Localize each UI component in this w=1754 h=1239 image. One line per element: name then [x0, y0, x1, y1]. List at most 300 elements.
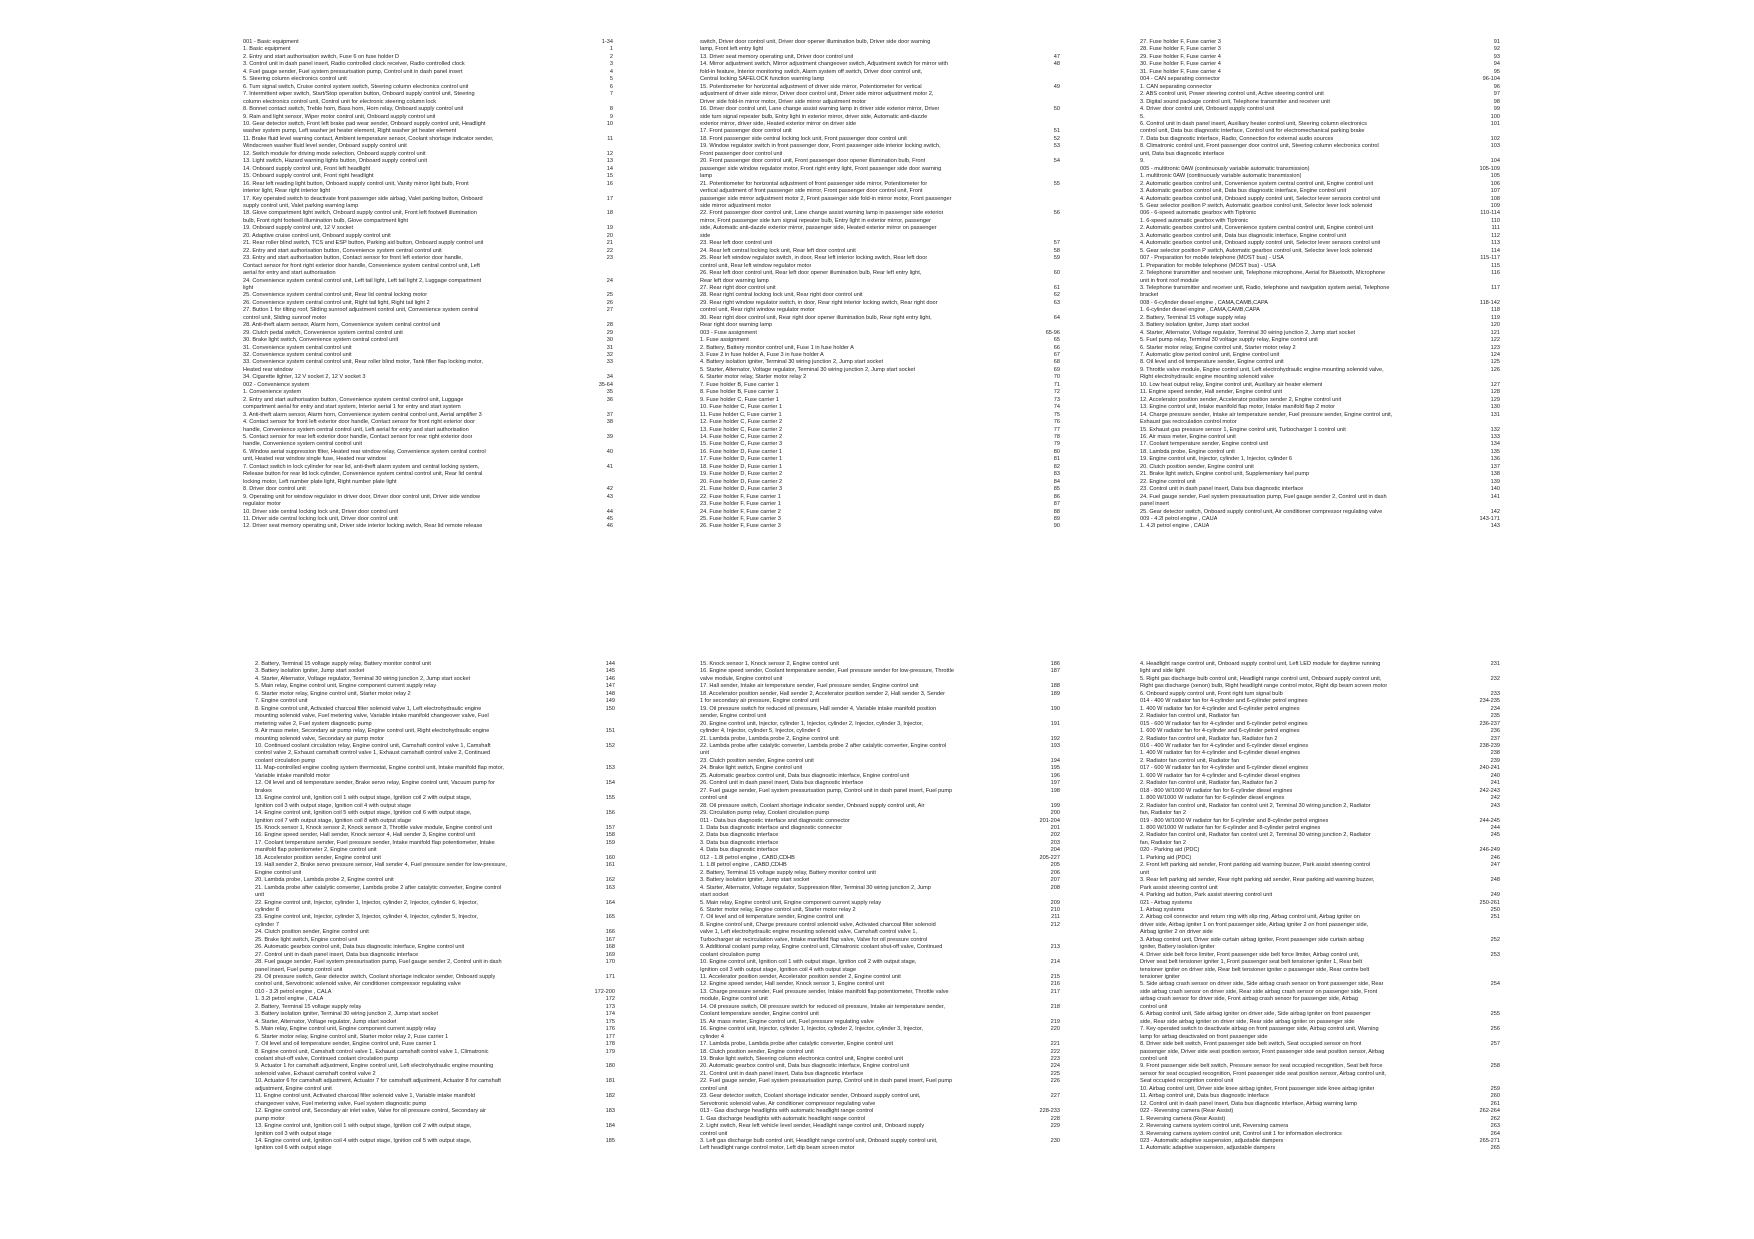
- toc-entry-page: 71: [1053, 381, 1060, 388]
- toc-entry: [1140, 158, 1500, 165]
- toc-entry-title: 25. Gear detector switch, Onboard supply control unit, Air conditioner compressor regulating valve: [1140, 508, 1383, 515]
- toc-entry: [700, 367, 1060, 374]
- toc-entry-title: 4. Contact sensor for front left exterior door handle, Contact sensor for front right exterior door: [243, 419, 475, 426]
- toc-entry-title: 3. Digital sound package control unit, Telephone transmitter and receiver unit: [1140, 98, 1330, 105]
- toc-entry-title: 018 - 800 W/1000 W radiator fan for 6-cylinder diesel engines: [1140, 787, 1293, 794]
- toc-entry-page: 230: [1050, 1138, 1060, 1144]
- toc-entry-title: 11. Fuse holder C, Fuse carrier 1: [700, 411, 782, 418]
- toc-entry-page: 250: [1490, 906, 1500, 913]
- toc-entry-title: control unit, Rear left window regulator motor: [700, 262, 812, 269]
- toc-entry-title: 30. Fuse holder F, Fuse carrier 4: [1140, 61, 1221, 68]
- toc-entry-page: 229: [1050, 1123, 1060, 1130]
- toc-entry-page: 53: [1053, 143, 1060, 150]
- toc-entry-page: 219: [1050, 1018, 1060, 1025]
- toc-entry-page: 32: [606, 352, 613, 359]
- toc-entry: [1140, 847, 1500, 854]
- toc-entry-title: 1. Basic equipment: [243, 46, 291, 53]
- toc-entry: [700, 1101, 1060, 1108]
- toc-entry-page: 40: [606, 448, 613, 455]
- toc-entry-page: 112: [1491, 232, 1500, 239]
- toc-entry: [700, 434, 1060, 441]
- toc-entry: [243, 121, 613, 128]
- toc-entry-title: 4. Fuel gauge sender, Fuel system pressurisation pump, Control unit in dash panel insert: [243, 68, 463, 75]
- toc-entry-page: 94: [1493, 61, 1500, 68]
- toc-entry: [1140, 996, 1500, 1003]
- toc-entry-page: 171: [605, 974, 615, 981]
- toc-entry-title: 001 - Basic equipment: [243, 39, 299, 45]
- toc-entry-page: 65: [1053, 337, 1060, 344]
- toc-entry-page: 240: [1490, 772, 1500, 779]
- toc-entry: [255, 1063, 615, 1070]
- toc-entry-title: 25. Rear left window regulator switch, in door, Rear left interior locking switch, Rear left door: [700, 255, 928, 262]
- toc-entry-title: 20. Fuse holder D, Fuse carrier 2: [700, 478, 783, 485]
- toc-entry-title: 22. Fuse holder F, Fuse carrier 1: [700, 493, 781, 500]
- toc-entry-title: 2. Automatic gearbox control unit, Convenience system central control unit, Engine control unit: [1140, 225, 1374, 232]
- toc-entry: [1140, 698, 1500, 705]
- toc-entry-title: 3. Rear left parking aid sender, Rear right parking aid sender, Rear parking aid warning buzzer,: [1140, 877, 1375, 884]
- toc-entry-page: 17: [606, 195, 613, 202]
- toc-entry: [255, 1049, 615, 1056]
- toc-entry: [1140, 929, 1500, 936]
- toc-entry-title: 19. Hall sender 2, Brake servo pressure sensor, Hall sender 4, Fuel pressure sender for low-pressure,: [255, 862, 507, 869]
- toc-entry-title: 24. Fuel gauge sender, Fuel system pressurisation pump, Fuel gauge sender 2, Control unit in dash: [1140, 493, 1387, 500]
- toc-entry-page: 217: [1050, 988, 1060, 995]
- toc-entry-page: 186: [1050, 661, 1060, 667]
- toc-entry-title: fan, Radiator fan 2: [1140, 839, 1187, 846]
- toc-entry-page: 129: [1490, 396, 1500, 403]
- toc-entry-title: 24. Brake light switch, Engine control unit: [700, 765, 803, 772]
- toc-entry-title: 28. Anti-theft alarm sensor, Alarm horn, Convenience system central control unit: [243, 322, 441, 329]
- toc-entry-title: 4. Headlight range control unit, Onboard supply control unit, Left LED module for daytime running: [1140, 661, 1381, 667]
- toc-entry-page: 118-142: [1479, 299, 1500, 306]
- toc-entry: [1140, 952, 1500, 959]
- toc-entry-page: 22: [606, 247, 613, 254]
- toc-entry: [1140, 750, 1500, 757]
- toc-entry: [1140, 456, 1500, 463]
- toc-entry-page: 193: [1050, 742, 1060, 749]
- toc-entry: [700, 494, 1060, 501]
- toc-entry-title: 13. Engine control unit, Intake manifold flap motor, Intake manifold flap 2 motor: [1140, 404, 1335, 411]
- toc-entry-page: 159: [605, 839, 615, 846]
- toc-entry: [700, 877, 1060, 884]
- toc-entry-page: 118: [1491, 307, 1500, 314]
- toc-entry-title: 28. Rear right central locking lock unit, Rear right door control unit: [700, 292, 863, 299]
- toc-entry-page: 33: [606, 359, 613, 366]
- toc-entry-title: coolant shut-off valve, Continued coolant circulation pump: [255, 1056, 399, 1063]
- toc-entry-page: 246: [1490, 854, 1500, 861]
- toc-entry-page: 23: [606, 255, 613, 262]
- toc-entry: [700, 456, 1060, 463]
- toc-entry: [1140, 322, 1500, 329]
- toc-entry-page: 97: [1493, 91, 1500, 98]
- toc-entry-title: 3. Battery isolation igniter, Jump start socket: [700, 877, 810, 884]
- toc-entry: [1140, 728, 1500, 735]
- toc-entry-page: 55: [1053, 180, 1060, 187]
- toc-entry: [1140, 892, 1500, 899]
- toc-entry-title: Engine control unit: [255, 869, 302, 876]
- toc-entry-title: cylinder 8: [255, 906, 279, 913]
- toc-entry: [243, 61, 613, 68]
- toc-entry-page: 68: [1053, 359, 1060, 366]
- toc-entry-page: 170: [605, 959, 615, 966]
- toc-entry-page: 238-239: [1479, 742, 1500, 749]
- toc-entry: [1140, 1011, 1500, 1018]
- toc-entry-title: sender, Engine control unit: [700, 713, 767, 720]
- toc-entry-title: 7. Key operated switch to deactivate airbag on front passenger side, Airbag control unit, Warning: [1140, 1026, 1379, 1033]
- toc-entry-title: side turn signal repeater bulb, Entry light in exterior mirror, driver side, Automatic anti-dazzle: [700, 113, 928, 120]
- toc-entry-title: 1. Automatic adaptive suspension, adjustable dampers: [1140, 1145, 1276, 1152]
- toc-entry-title: Driver side fold-in mirror motor, Driver side mirror adjustment motor: [700, 98, 866, 105]
- toc-entry-page: 163: [605, 884, 615, 891]
- toc-entry-page: 107: [1490, 188, 1500, 195]
- toc-entry-page: 79: [1053, 441, 1060, 448]
- toc-entry: [1140, 181, 1500, 188]
- toc-entry-title: side: [700, 232, 711, 239]
- toc-entry-title: 29. Rear right window regulator switch, in door, Rear right interior locking switch, Rear right door: [700, 299, 938, 306]
- toc-entry: [243, 255, 613, 262]
- toc-entry-title: 5. Steering column electronics control unit: [243, 76, 347, 83]
- toc-entry-title: Ignition coil 3 with output stage, Ignition coil 4 with output stage: [255, 802, 412, 809]
- toc-entry-page: 75: [1053, 411, 1060, 418]
- toc-entry: [1140, 1145, 1500, 1152]
- toc-entry-page: 206: [1050, 869, 1060, 876]
- toc-entry-page: 39: [606, 434, 613, 441]
- toc-entry-page: 208: [1050, 884, 1060, 891]
- toc-entry-title: Exhaust gas recirculation control motor: [1140, 419, 1237, 426]
- toc-entry: [700, 967, 1060, 974]
- toc-entry-title: 1. multitronic 0AW (continuously variable automatic transmission): [1140, 173, 1302, 180]
- toc-entry-title: 23. Fuse holder F, Fuse carrier 1: [700, 501, 781, 508]
- toc-entry-title: 9. Rain and light sensor, Wiper motor control unit, Onboard supply control unit: [243, 113, 436, 120]
- toc-entry: [700, 359, 1060, 366]
- toc-entry: [1140, 203, 1500, 210]
- toc-entry-page: 205-227: [1039, 854, 1060, 861]
- toc-entry: [255, 810, 615, 817]
- toc-entry-page: 144: [605, 661, 615, 667]
- toc-entry: [700, 683, 1060, 690]
- toc-entry-title: 6. Starter motor relay, Engine control unit, Starter motor relay 2: [255, 690, 411, 697]
- toc-entry: [1140, 900, 1500, 907]
- toc-entry: [1140, 300, 1500, 307]
- toc-entry-page: 67: [1053, 352, 1060, 359]
- toc-entry-title: bracket: [1140, 292, 1159, 299]
- toc-entry: [1140, 464, 1500, 471]
- toc-entry: [255, 773, 615, 780]
- toc-entry-page: 147: [605, 683, 615, 690]
- toc-entry: [243, 151, 613, 158]
- toc-entry-title: 4. Driver door control unit, Onboard supply control unit: [1140, 106, 1275, 113]
- toc-entry-title: 10. Gear detector switch, Front left brake pad wear sender, Onboard supply control unit, Headlight: [243, 120, 486, 127]
- toc-entry: [700, 516, 1060, 523]
- toc-entry-title: interior light, Rear right interior light: [243, 188, 331, 195]
- toc-entry: [243, 352, 613, 359]
- toc-block-bottom-right: [1140, 661, 1500, 1153]
- toc-entry-page: 180: [605, 1063, 615, 1070]
- toc-entry: [1140, 255, 1500, 262]
- toc-entry: [700, 1011, 1060, 1018]
- toc-entry: [1140, 1138, 1500, 1145]
- toc-entry: [700, 479, 1060, 486]
- toc-entry-title: 3. Automatic gearbox control unit, Data bus diagnostic interface, Engine control unit: [1140, 232, 1347, 239]
- toc-entry-page: 18: [606, 210, 613, 217]
- toc-entry: [255, 683, 615, 690]
- toc-entry: [700, 181, 1060, 188]
- toc-entry-title: 2. Battery, Terminal 15 voltage supply relay: [255, 1003, 362, 1010]
- toc-entry-title: 11. Map-controlled engine cooling system thermostat, Engine control unit, Intake manifold flap motor,: [255, 765, 504, 772]
- toc-entry-title: Front passenger door control unit: [700, 150, 783, 157]
- toc-entry-page: 154: [605, 780, 615, 787]
- toc-entry-title: 28. Fuel gauge sender, Fuel system pressurisation pump, Fuel gauge sender 2, Control unit in dash: [255, 959, 502, 966]
- toc-entry: [1140, 151, 1500, 158]
- toc-entry-title: 8. Engine control unit, Activated charcoal filter solenoid valve 1, Left electrohydraulic engine: [255, 705, 482, 712]
- toc-entry-page: 137: [1490, 463, 1500, 470]
- toc-entry-page: 183: [605, 1108, 615, 1115]
- toc-entry-title: 3. Airbag control unit, Driver side curtain airbag igniter, Front passenger side curtain airbag: [1140, 936, 1364, 943]
- toc-entry: [243, 322, 613, 329]
- toc-entry-title: 15. Exhaust gas pressure sensor 1, Engine control unit, Turbocharger 1 control unit: [1140, 426, 1346, 433]
- toc-entry: [1140, 743, 1500, 750]
- toc-entry-title: 8. Engine control unit, Charge pressure control solenoid valve, Activated charcoal filter solenoid: [700, 921, 936, 928]
- toc-entry-title: 23. Engine control unit, Injector, cylinder 3, Injector, cylinder 4, Injector, cylinder 5, Injector,: [255, 914, 478, 921]
- toc-entry: [1140, 61, 1500, 68]
- toc-entry: [243, 486, 613, 493]
- toc-entry-title: 022 - Reversing camera (Rear Assist): [1140, 1108, 1234, 1115]
- toc-block-bottom-middle: [700, 661, 1060, 1153]
- toc-entry: [1140, 967, 1500, 974]
- toc-entry-title: 27. Control unit in dash panel insert, Data bus diagnostic interface: [255, 951, 419, 958]
- toc-entry-page: 139: [1490, 478, 1500, 485]
- toc-entry-page: 35: [606, 389, 613, 396]
- toc-entry-title: regulator motor: [243, 501, 281, 508]
- toc-entry-page: 264: [1490, 1130, 1500, 1137]
- toc-entry: [255, 780, 615, 787]
- toc-entry: [1140, 486, 1500, 493]
- toc-entry: [255, 736, 615, 743]
- toc-entry-title: 7. Fuse holder B, Fuse carrier 1: [700, 381, 779, 388]
- toc-entry-title: 13. Engine control unit, Ignition coil 1 with output stage, Ignition coil 2 with output stage,: [255, 1123, 472, 1130]
- toc-entry: [1140, 922, 1500, 929]
- toc-entry-page: 244-245: [1479, 817, 1500, 824]
- toc-entry-title: 5. Side airbag crash sensor on driver side, Side airbag crash sensor on front passenger side, Rear: [1140, 981, 1384, 988]
- toc-entry-page: 216: [1050, 981, 1060, 988]
- toc-entry: [700, 713, 1060, 720]
- toc-entry-page: 178: [605, 1041, 615, 1048]
- toc-entry-title: control unit: [700, 1085, 728, 1092]
- toc-entry: [700, 736, 1060, 743]
- toc-entry: [243, 270, 613, 277]
- toc-entry: [1140, 404, 1500, 411]
- toc-entry: [1140, 292, 1500, 299]
- toc-entry-title: 12. Engine speed sender, Hall sender, Knock sensor 1, Engine control unit: [700, 981, 885, 988]
- toc-entry-page: 3: [609, 61, 613, 68]
- toc-entry: [243, 523, 613, 530]
- toc-entry-title: 20. Adaptive cruise control unit, Onboard supply control unit: [243, 232, 391, 239]
- toc-entry-title: 2. Radiator fan control unit, Radiator fan control unit 2, Terminal 30 wiring junction 2, Radiator: [1140, 832, 1371, 839]
- toc-entry: [700, 818, 1060, 825]
- toc-entry: [1140, 803, 1500, 810]
- toc-entry-page: 150: [605, 705, 615, 712]
- toc-entry-title: 21. Rear roller blind switch, TCS and ESP button, Parking aid button, Onboard supply control unit: [243, 240, 484, 247]
- toc-entry: [700, 870, 1060, 877]
- toc-entry-page: 251: [1490, 914, 1500, 921]
- toc-entry-title: 6. Onboard supply control unit, Front right turn signal bulb: [1140, 690, 1283, 697]
- toc-entry: [1140, 1078, 1500, 1085]
- toc-entry-page: 172-200: [594, 988, 615, 995]
- toc-entry: [255, 818, 615, 825]
- toc-entry-title: 13. Driver seat memory operating unit, Driver door control unit: [700, 53, 854, 60]
- toc-entry: [700, 464, 1060, 471]
- toc-entry: [700, 765, 1060, 772]
- toc-entry-page: 236-237: [1479, 720, 1500, 727]
- toc-entry-title: 4. Starter, Alternator, Voltage regulator, Terminal 30 wiring junction 2, Jump start socket: [1140, 329, 1356, 336]
- toc-entry-title: 006 - 6-speed automatic gearbox with Tiptronic: [1140, 210, 1257, 217]
- toc-entry: [1140, 1086, 1500, 1093]
- toc-entry-page: 142: [1490, 508, 1500, 515]
- toc-entry-page: 132: [1490, 426, 1500, 433]
- toc-entry-title: 4. Driver side belt force limiter, Front passenger side belt force limiter, Airbag control unit,: [1140, 951, 1360, 958]
- toc-entry-title: bulb, Front right footwell illumination bulb, Glove compartment light: [243, 217, 409, 224]
- toc-entry-page: 41: [606, 463, 613, 470]
- toc-entry-title: 002 - Convenience system: [243, 381, 310, 388]
- toc-entry: [1140, 1056, 1500, 1063]
- toc-entry: [700, 885, 1060, 892]
- toc-entry-title: 1. 600 W radiator fan for 4-cylinder and 6-cylinder petrol engines: [1140, 728, 1300, 735]
- toc-entry-page: 209: [1050, 899, 1060, 906]
- toc-entry: [255, 959, 615, 966]
- toc-entry-title: 26. Control unit in dash panel insert, Data bus diagnostic interface: [700, 780, 864, 787]
- toc-entry-page: 202: [1050, 832, 1060, 839]
- toc-entry-title: 25. Automatic gearbox control unit, Data bus diagnostic interface, Engine control unit: [700, 772, 910, 779]
- toc-entry-title: 017 - 600 W radiator fan for 4-cylinder and 6-cylinder diesel engines: [1140, 765, 1309, 772]
- toc-entry-title: exterior mirror, driver side, Heated exterior mirror on driver side: [700, 120, 857, 127]
- toc-entry-page: 26: [606, 299, 613, 306]
- toc-entry: [1140, 427, 1500, 434]
- toc-entry: [243, 76, 613, 83]
- toc-entry: [255, 832, 615, 839]
- toc-entry-page: 164: [605, 899, 615, 906]
- toc-entry-title: 15. Potentiometer for horizontal adjustment of driver side mirror, Potentiometer for vertical: [700, 83, 922, 90]
- toc-entry-title: 11. Driver side central locking lock unit, Driver door control unit: [243, 516, 398, 522]
- toc-entry-title: 16. Engine speed sender, Hall sender, Knock sensor 4, Hall sender 3, Engine control unit: [255, 832, 476, 839]
- toc-entry: [700, 225, 1060, 232]
- toc-entry-title: cylinder 4: [700, 1033, 724, 1040]
- toc-entry-title: 008 - 6-cylinder diesel engine , CAMA,CAMB,CAPA: [1140, 299, 1268, 306]
- toc-entry: [243, 300, 613, 307]
- toc-entry: [255, 855, 615, 862]
- toc-entry-title: 1. 400 W radiator fan for 4-cylinder and 6-cylinder petrol engines: [1140, 705, 1300, 712]
- toc-entry-title: 010 - 3.2l petrol engine , CALA: [255, 988, 332, 995]
- toc-entry-title: 1. 600 W radiator fan for 4-cylinder and 6-cylinder diesel engines: [1140, 772, 1301, 779]
- toc-entry: [1140, 106, 1500, 113]
- toc-entry-title: 8. Climatronic control unit, Front passenger door control unit, Steering column electronics control: [1140, 143, 1379, 150]
- toc-entry: [1140, 494, 1500, 501]
- toc-entry-page: 57: [1053, 240, 1060, 247]
- toc-entry: [700, 509, 1060, 516]
- toc-entry-title: 007 - Preparation for mobile telephone (MOST bus) - USA: [1140, 255, 1284, 262]
- toc-entry: [255, 922, 615, 929]
- toc-entry-title: 1. Convenience system: [243, 389, 302, 396]
- toc-entry-title: Coolant temperature sender, Engine control unit: [700, 1011, 819, 1018]
- toc-entry: [700, 922, 1060, 929]
- toc-entry-title: Heated rear window: [243, 366, 293, 373]
- toc-entry-page: 81: [1053, 456, 1060, 463]
- toc-entry-page: 213: [1050, 944, 1060, 951]
- toc-entry-title: Right gas discharge (xenon) bulb, Right headlight range control motor, Right dip beam screen motor: [1140, 683, 1388, 690]
- toc-entry: [1140, 374, 1500, 381]
- toc-entry-title: 8. Driver door control unit: [243, 486, 306, 493]
- toc-entry: [1140, 188, 1500, 195]
- toc-entry-title: 22. Entry and start authorisation button, Convenience system central control unit: [243, 247, 442, 254]
- toc-entry-page: 49: [1053, 83, 1060, 90]
- toc-entry: [1140, 509, 1500, 516]
- toc-entry: [700, 1138, 1060, 1145]
- toc-entry-title: 011 - Data bus diagnostic interface and diagnostic connector: [700, 817, 850, 824]
- toc-entry-page: 115: [1491, 262, 1500, 269]
- toc-entry: [1140, 706, 1500, 713]
- toc-entry-title: 1. 3.2l petrol engine , CALA: [255, 996, 324, 1003]
- toc-entry-page: 93: [1493, 53, 1500, 60]
- toc-entry-page: 220: [1050, 1026, 1060, 1033]
- toc-entry: [700, 907, 1060, 914]
- toc-entry-page: 78: [1053, 434, 1060, 441]
- toc-entry-title: 19. Oil pressure switch for reduced oil pressure, Hall sender 4, Variable intake manifold position: [700, 705, 937, 712]
- toc-entry-page: 48: [1053, 61, 1060, 68]
- toc-entry-page: 70: [1053, 374, 1060, 381]
- toc-entry-page: 191: [1050, 720, 1060, 727]
- toc-entry-title: 14. Charge pressure sender, Intake air temperature sender, Fuel pressure sender, Engine control unit,: [1140, 411, 1393, 418]
- toc-entry: [700, 203, 1060, 210]
- toc-entry-title: 9. Operating unit for window regulator in driver door, Driver door control unit, Driver side window: [243, 493, 480, 500]
- toc-entry-page: 42: [606, 486, 613, 493]
- toc-entry: [255, 758, 615, 765]
- toc-entry: [243, 181, 613, 188]
- toc-entry: [1140, 263, 1500, 270]
- toc-entry-title: control unit, Servotronic solenoid valve, Air conditioner compressor regulating valve: [255, 981, 461, 988]
- toc-entry: [1140, 523, 1500, 530]
- toc-entry-title: 2. Battery, Terminal 15 voltage supply relay: [1140, 314, 1247, 321]
- toc-entry: [243, 419, 613, 426]
- toc-entry-title: 23. Rear left door control unit: [700, 240, 773, 247]
- toc-entry: [243, 449, 613, 456]
- toc-entry: [700, 374, 1060, 381]
- toc-entry: [255, 661, 615, 668]
- toc-entry: [700, 691, 1060, 698]
- toc-entry-title: Ignition coil 6 with output stage: [255, 1145, 332, 1152]
- toc-entry-title: 9. Throttle valve module, Engine control unit, Left electrohydraulic engine mounting solenoid valve,: [1140, 366, 1384, 373]
- toc-entry-title: Rear left door warning lamp: [700, 277, 769, 284]
- toc-entry: [700, 419, 1060, 426]
- toc-entry-page: 38: [606, 419, 613, 426]
- toc-entry: [700, 263, 1060, 270]
- toc-entry: [700, 788, 1060, 795]
- toc-entry: [700, 248, 1060, 255]
- toc-entry: [1140, 773, 1500, 780]
- toc-entry-title: 6. Turn signal switch, Cruise control system switch, Steering column electronics control unit: [243, 83, 469, 90]
- toc-entry-title: 31. Convenience system central control unit: [243, 344, 352, 351]
- toc-entry-title: 11. Accelerator position sender, Accelerator position sender 2, Engine control unit: [700, 974, 901, 981]
- toc-entry: [243, 248, 613, 255]
- toc-entry-page: 133: [1490, 434, 1500, 441]
- toc-entry-page: 28: [606, 322, 613, 329]
- toc-entry-page: 233: [1490, 690, 1500, 697]
- toc-entry-title: changeover valve, Fuel metering valve, Fuel system diagnostic pump: [255, 1100, 427, 1107]
- toc-entry: [700, 240, 1060, 247]
- toc-entry: [700, 76, 1060, 83]
- toc-entry: [1140, 1101, 1500, 1108]
- toc-entry: [1140, 818, 1500, 825]
- toc-entry-page: 102: [1490, 135, 1500, 142]
- toc-entry-title: 11. Brake fluid level warning contact, Ambient temperature sensor, Coolant shortage indicator sender,: [243, 135, 494, 142]
